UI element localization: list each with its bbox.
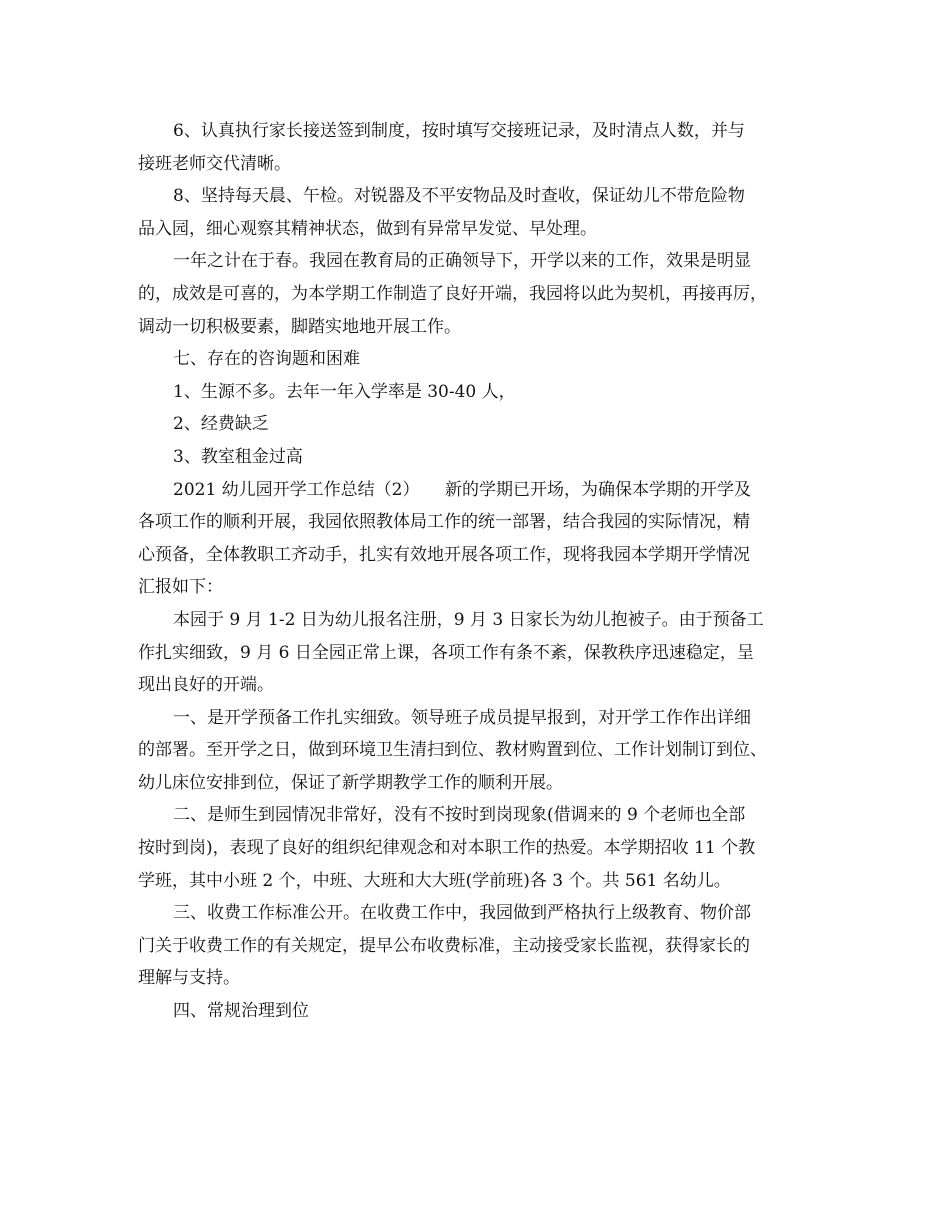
text-line: 本园于 9 月 1-2 日为幼儿报名注册，9 月 3 日家长为幼儿抱被子。由于预备工	[173, 609, 764, 630]
text-line: 二、是师生到园情况非常好，没有不按时到岗现象(借调来的 9 个老师也全部	[173, 805, 746, 826]
text-line: 心预备，全体教职工齐动手，扎实有效地开展各项工作，现将我园本学期开学情况	[138, 544, 750, 565]
text-line: 3、教室租金过高	[173, 446, 303, 467]
text-line: 6、认真执行家长接送签到制度，按时填写交接班记录，及时清点人数，并与	[173, 121, 745, 141]
text-line: 现出良好的开端。	[138, 675, 274, 696]
text-line: 四、常规治理到位	[173, 1001, 309, 1022]
document-body	[138, 115, 828, 1028]
text-line: 1、生源不多。去年一年入学率是 30-40 人，	[173, 381, 516, 402]
text-line: 理解与支持。	[138, 968, 240, 989]
text-line: 接班老师交代清晰。	[138, 153, 291, 174]
text-line: 品入园，细心观察其精神状态，做到有异常早发觉、早处理。	[138, 218, 597, 239]
text-line: 七、存在的咨询题和困难	[173, 349, 360, 370]
text-line: 各项工作的顺利开展，我园依照教体局工作的统一部署，结合我园的实际情况，精	[138, 512, 750, 533]
text-line: 作扎实细致，9 月 6 日全园正常上课，各项工作有条不紊，保教秩序迅速稳定，呈	[138, 642, 754, 663]
text-line: 一、是开学预备工作扎实细致。领导班子成员提早报到，对开学工作作出详细	[173, 707, 751, 728]
text-line: 调动一切积极要素，脚踏实地地开展工作。	[138, 316, 461, 337]
text-line: 学班，其中小班 2 个，中班、大班和大大班(学前班)各 3 个。共 561 名幼儿。	[138, 870, 731, 891]
text-line: 幼儿床位安排到位，保证了新学期教学工作的顺利开展。	[138, 772, 563, 793]
text-line: 8、坚持每天晨、午检。对锐器及不平安物品及时查收，保证幼儿不带危险物	[173, 186, 745, 207]
text-line: 一年之计在于春。我园在教育局的正确领导下，开学以来的工作，效果是明显	[173, 251, 751, 272]
text-line: 按时到岗)，表现了良好的组织纪律观念和对本职工作的热爱。本学期招收 11 个教	[138, 838, 756, 859]
text-line: 三、收费工作标准公开。在收费工作中，我园做到严格执行上级教育、物价部	[173, 903, 751, 924]
text-line: 门关于收费工作的有关规定，提早公布收费标准，主动接受家长监视，获得家长的	[138, 935, 750, 956]
text-line: 汇报如下：	[138, 577, 223, 598]
text-line: 的部署。至开学之日，做到环境卫生清扫到位、教材购置到位、工作计划制订到位、	[138, 740, 767, 761]
text-line: 2、经费缺乏	[173, 414, 269, 435]
text-line: 2021 幼儿园开学工作总结（2） 新的学期已开场，为确保本学期的开学及	[173, 479, 751, 500]
text-line: 的，成效是可喜的，为本学期工作制造了良好开端，我园将以此为契机，再接再厉，	[138, 283, 767, 304]
